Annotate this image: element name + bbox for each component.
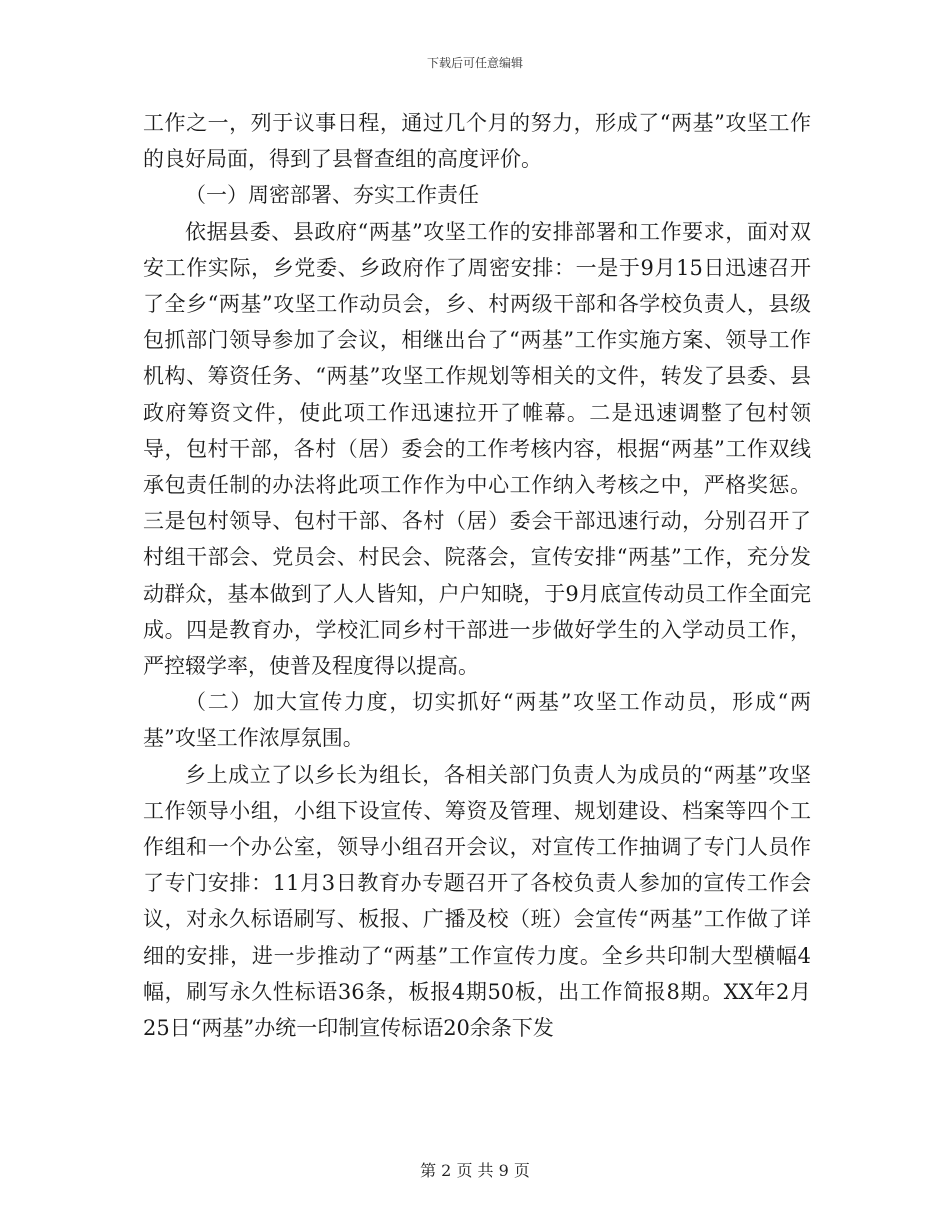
page-footer: 第 2 页 共 9 页 (420, 1161, 530, 1180)
document-body (143, 105, 811, 1046)
paragraph-deployment: 依据县委、县政府“两基”攻坚工作的安排部署和工作要求，面对双安工作实际，乡党委、乡政府作了周密安排：一是于9月15日迅速召开了全乡“两基”攻坚工作动员会，乡、村两级干部和各学校负责人，县级包抓部门领导参加了会议，相继出台了“两基”工作实施方案、领导工作机构、筹资任务、“两基”攻坚工作规划等相关的文件，转发了县委、县政府筹资文件，使此项工作迅速拉开了帷幕。二是迅速调整了包村领导，包村干部，各村（居）委会的工作考核内容，根据“两基”工作双线承包责任制的办法将此项工作作为中心工作纳入考核之中，严格奖惩。三是包村领导、包村干部、各村（居）委会干部迅速行动，分别召开了村组干部会、党员会、村民会、院落会，宣传安排“两基”工作，充分发动群众，基本做到了人人皆知，户户知晓，于9月底宣传动员工作全面完成。四是教育办，学校汇同乡村干部进一步做好学生的入学动员工作，严控辍学率，使普及程度得以提高。 (143, 219, 811, 679)
section-heading-2: （二）加大宣传力度，切实抓好“两基”攻坚工作动员，形成“两基”攻坚工作浓厚氛围。 (143, 690, 811, 751)
paragraph-continued: 工作之一，列于议事日程，通过几个月的努力，形成了“两基”攻坚工作的良好局面，得到了县督查组的高度评价。 (143, 111, 811, 172)
section-heading-1: （一）周密部署、夯实工作责任 (185, 183, 479, 208)
page-header: 下载后可任意编辑 (426, 56, 523, 70)
paragraph-publicity: 乡上成立了以乡长为组长，各相关部门负责人为成员的“两基”攻坚工作领导小组，小组下设宣传、筹资及管理、规划建设、档案等四个工作组和一个办公室，领导小组召开会议，对宣传工作抽调了专门人员作了专门安排：11月3日教育办专题召开了各校负责人参加的宣传工作会议，对永久标语刷写、板报、广播及校（班）会宣传“两基”工作做了详细的安排，进一步推动了“两基”工作宣传力度。全乡共印制大型横幅4幅，刷写永久性标语36条，板报4期50板，出工作简报8期。XX年2月25日“两基”办统一印制宣传标语20余条下发 (143, 762, 811, 1041)
